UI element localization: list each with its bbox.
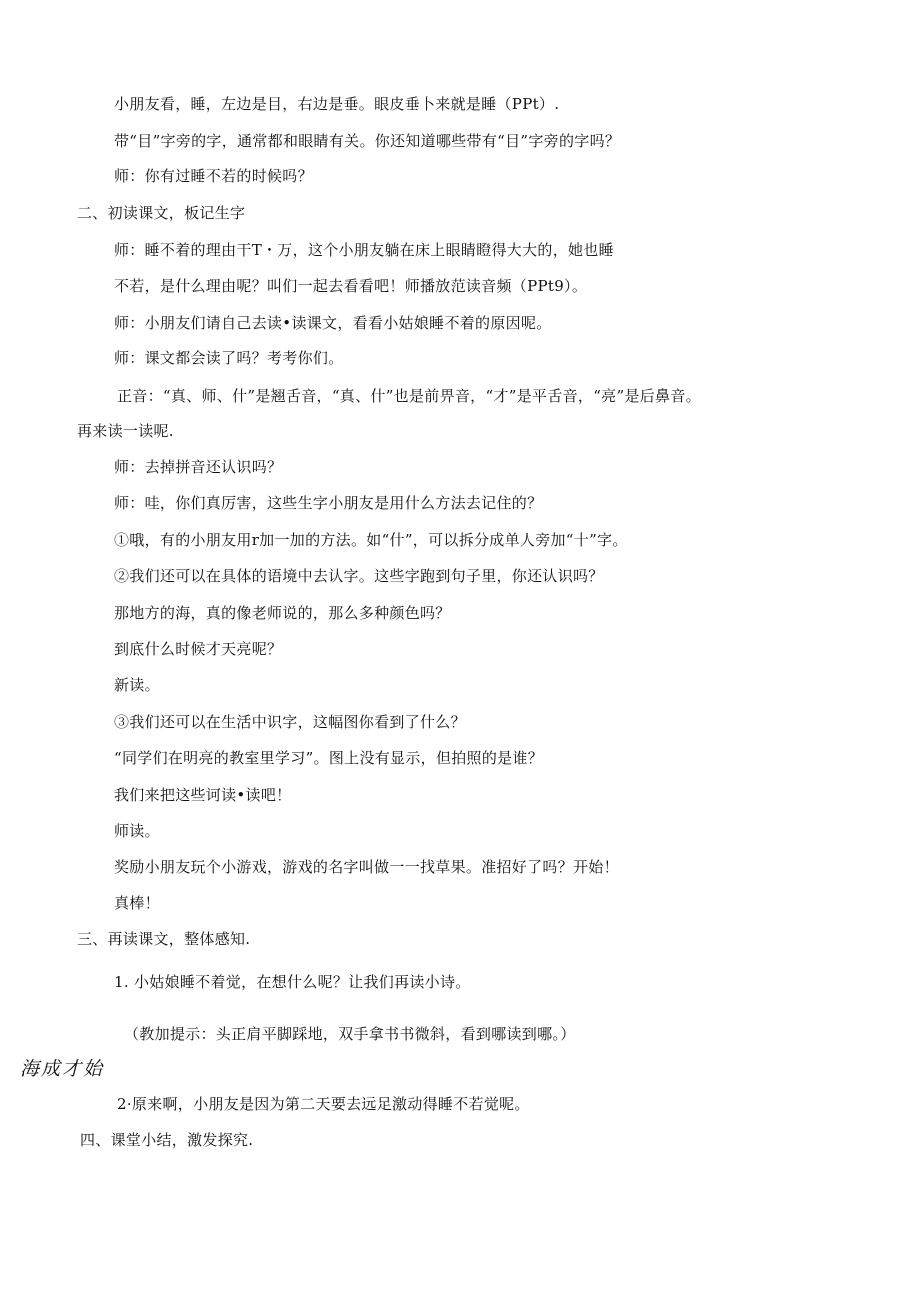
paragraph-line: 奖励小朋友玩个小游戏，游戏的名字叫做一一找草果。准招好了吗？开始！ xyxy=(114,858,619,876)
paragraph-line: 师：课文都会读了吗？考考你们。 xyxy=(114,349,344,367)
section-heading: 三、再读课文，整体感知. xyxy=(77,930,251,948)
paragraph-line: “同学们在明亮的教室里学习”。图上没有显示，但拍照的是谁？ xyxy=(114,749,544,767)
paragraph-line: 师：去掉拼音还认识吗？ xyxy=(114,458,283,476)
paragraph-line: 1. 小姑娘睡不着觉，在想什么呢？让我们再读小诗。 xyxy=(114,973,471,991)
paragraph-line: 2·原来啊，小朋友是因为第二天要去远足激动得睡不若觉呢。 xyxy=(117,1095,530,1113)
paragraph-line: 到底什么时候才天亮呢？ xyxy=(114,640,283,658)
paragraph-line: 真棒！ xyxy=(114,894,160,912)
paragraph-line: ②我们还可以在具体的语境中去认字。这些字跑到句子里，你还认识吗？ xyxy=(114,567,604,585)
paragraph-line: ③我们还可以在生活中识字，这幅图你看到了什么？ xyxy=(114,713,466,731)
paragraph-line: 正音：“真、师、什”是翘舌音，“真、什”也是前畀音，“才”是平舌音，“亮”是后鼻音。 xyxy=(117,387,701,405)
paragraph-line: 师读。 xyxy=(114,822,160,840)
paragraph-line: 那地方的海，真的像老师说的，那么多种颜色吗？ xyxy=(114,604,451,622)
section-heading: 二、初读课文，板记生字 xyxy=(77,204,246,222)
paragraph-line: 师：睡不着的理由干T・万，这个小朋友躺在床上眼睛瞪得大大的，她也睡 xyxy=(114,241,614,259)
paragraph-line: 带“目”字旁的字，通常都和眼睛有关。你还知道哪些带有“目”字旁的字吗？ xyxy=(114,132,621,150)
paragraph-line: ①哦，有的小朋友用r加一加的方法。如“什”，可以拆分成单人旁加“十”字。 xyxy=(114,531,628,549)
paragraph-line: 不若，是什么理由呢？叫们一起去看看吧！师播放范读音频（PPt9）。 xyxy=(114,277,588,295)
section-heading: 四、课堂小结，激发探究. xyxy=(80,1131,254,1149)
paragraph-line: 师：你有过睡不若的时候吗？ xyxy=(114,167,313,185)
paragraph-line: 新读。 xyxy=(114,676,160,694)
handwritten-margin-note: 海成才始 xyxy=(20,1058,105,1080)
paragraph-line: （教加提示：头正肩平脚踩地，双手拿书书微斜，看到哪读到哪。） xyxy=(124,1025,576,1043)
paragraph-line: 我们来把这些诃读•读吧！ xyxy=(114,786,292,804)
paragraph-line: 师：哇，你们真厉害，这些生字小朋友是用什么方法去记住的？ xyxy=(114,494,543,512)
paragraph-line: 师：小朋友们请自己去读•读课文，看看小姑娘睡不着的原因呢。 xyxy=(114,314,552,332)
paragraph-line: 再来读一读呢. xyxy=(77,422,174,440)
paragraph-line: 小朋友看，睡，左边是目，右边是垂。眼皮垂卜来就是睡（PPt）. xyxy=(114,95,560,113)
